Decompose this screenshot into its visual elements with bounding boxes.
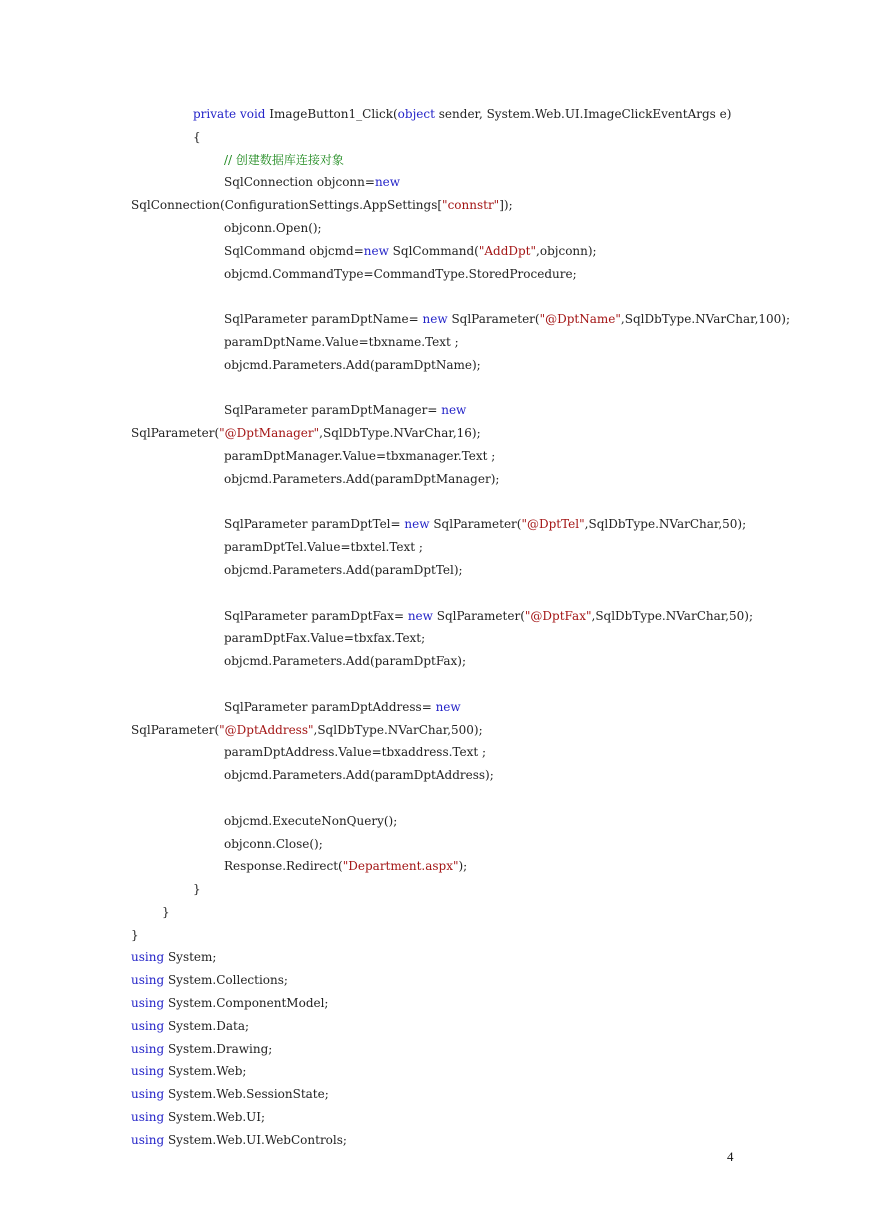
- keyword-token: using: [131, 973, 165, 988]
- code-token: objcmd.Parameters.Add(paramDptName);: [224, 357, 481, 372]
- code-line: [0, 468, 869, 491]
- code-token: objcmd.CommandType=CommandType.StoredProcedure;: [224, 266, 577, 281]
- code-token: ,SqlDbType.NVarChar,500);: [313, 722, 483, 737]
- keyword-token: using: [131, 1041, 165, 1056]
- code-token: ]);: [499, 198, 513, 213]
- code-line: [0, 240, 869, 263]
- code-token: SqlParameter paramDptName=: [224, 312, 423, 327]
- blank-line: [0, 377, 869, 400]
- keyword-token: private: [193, 107, 237, 121]
- code-line: [0, 1060, 869, 1083]
- code-token: SqlParameter paramDptTel=: [224, 517, 405, 532]
- keyword-token: new: [407, 608, 433, 623]
- code-line: [0, 422, 869, 445]
- code-line: [0, 924, 869, 947]
- keyword-token: using: [131, 1087, 165, 1102]
- code-token: System.Data;: [164, 1018, 250, 1033]
- code-line: [0, 1106, 869, 1129]
- blank-line: [0, 582, 869, 605]
- code-line: [0, 1038, 869, 1061]
- string-token: "@DptFax": [524, 608, 592, 623]
- code-token: SqlParameter paramDptFax=: [224, 608, 408, 623]
- code-token: Response.Redirect(: [224, 859, 343, 874]
- keyword-token: new: [422, 312, 448, 327]
- keyword-token: using: [131, 1064, 165, 1079]
- code-token: objcmd.Parameters.Add(paramDptTel);: [224, 562, 463, 577]
- code-token: objcmd.ExecuteNonQuery();: [224, 813, 398, 828]
- string-token: "@DptManager": [219, 426, 320, 441]
- code-token: ,objconn);: [536, 243, 597, 258]
- code-line: [0, 878, 869, 901]
- string-token: "@DptTel": [521, 517, 585, 532]
- blank-line: [0, 673, 869, 696]
- blank-line: [0, 285, 869, 308]
- keyword-token: using: [131, 1132, 165, 1147]
- string-token: "Department.aspx": [342, 859, 459, 874]
- code-line: [0, 194, 869, 217]
- code-token: }: [131, 927, 139, 942]
- string-token: "AddDpt": [478, 243, 537, 258]
- code-token: System.Web.UI.WebControls;: [164, 1132, 347, 1147]
- code-token: SqlParameter paramDptAddress=: [224, 699, 436, 714]
- code-token: System.Web.SessionState;: [164, 1087, 329, 1102]
- code-token: ImageButton1_Click(: [265, 107, 398, 121]
- code-token: ,SqlDbType.NVarChar,50);: [591, 608, 753, 623]
- code-line: [0, 627, 869, 650]
- keyword-token: using: [131, 996, 165, 1011]
- keyword-token: new: [404, 517, 430, 532]
- keyword-token: new: [374, 175, 401, 190]
- page-number: 4: [727, 1149, 734, 1164]
- code-line: [0, 901, 869, 924]
- code-line: [0, 217, 869, 240]
- code-token: ,SqlDbType.NVarChar,100);: [620, 312, 791, 327]
- code-token: SqlParameter(: [447, 312, 540, 327]
- keyword-token: using: [131, 1018, 165, 1033]
- code-token: paramDptAddress.Value=tbxaddress.Text ;: [224, 745, 487, 760]
- keyword-token: using: [131, 1110, 165, 1125]
- code-line: [0, 103, 869, 126]
- keyword-token: new: [435, 699, 461, 714]
- code-line: [0, 1083, 869, 1106]
- code-line: [0, 559, 869, 582]
- code-token: System.ComponentModel;: [164, 996, 329, 1011]
- code-line: [0, 445, 869, 468]
- code-line: [0, 354, 869, 377]
- keyword-token: using: [131, 950, 165, 965]
- code-line: [0, 331, 869, 354]
- code-token: System.Web;: [164, 1064, 247, 1079]
- code-token: SqlCommand objcmd=: [224, 243, 364, 258]
- code-token: objconn.Close();: [224, 836, 323, 851]
- code-token: SqlParameter paramDptManager=: [224, 403, 442, 418]
- code-token: ,SqlDbType.NVarChar,50);: [584, 517, 747, 532]
- string-token: "connstr": [442, 198, 500, 213]
- code-token: }: [193, 882, 201, 897]
- code-token: objconn.Open();: [224, 220, 322, 235]
- code-line: [0, 513, 869, 536]
- string-token: "@DptAddress": [219, 722, 314, 737]
- code-line: [0, 308, 869, 331]
- code-token: objcmd.Parameters.Add(paramDptAddress);: [224, 768, 494, 783]
- code-line: [0, 810, 869, 833]
- code-token: paramDptFax.Value=tbxfax.Text;: [224, 631, 426, 646]
- code-token: SqlConnection objconn=: [224, 175, 375, 190]
- code-line: [0, 605, 869, 628]
- code-token: }: [162, 904, 170, 919]
- keyword-token: new: [363, 243, 389, 258]
- code-line: [0, 126, 869, 149]
- blank-line: [0, 787, 869, 810]
- code-token: paramDptName.Value=tbxname.Text ;: [224, 334, 459, 349]
- code-line: [0, 719, 869, 742]
- code-token: SqlParameter(: [131, 722, 220, 737]
- code-line: [0, 650, 869, 673]
- keyword-token: new: [441, 403, 467, 418]
- blank-line: [0, 491, 869, 514]
- code-line: [0, 1015, 869, 1038]
- code-token: sender, System.Web.UI.ImageClickEventArgs e): [434, 107, 732, 121]
- code-line: [0, 263, 869, 286]
- comment-token: // 创建数据库连接对象: [224, 152, 344, 167]
- code-line: [0, 1129, 869, 1152]
- code-token: SqlParameter(: [432, 608, 525, 623]
- keyword-token: object: [397, 107, 435, 121]
- code-line: [0, 764, 869, 787]
- code-token: objcmd.Parameters.Add(paramDptFax);: [224, 654, 467, 669]
- code-token: paramDptManager.Value=tbxmanager.Text ;: [224, 448, 496, 463]
- code-token: );: [458, 859, 468, 874]
- code-line: [0, 696, 869, 719]
- code-token: SqlConnection(ConfigurationSettings.AppSettings[: [131, 198, 443, 213]
- code-line: [0, 741, 869, 764]
- code-token: SqlCommand(: [388, 243, 479, 258]
- code-line: [0, 833, 869, 856]
- code-line: [0, 855, 869, 878]
- code-token: System;: [164, 950, 217, 965]
- code-token: SqlParameter(: [131, 426, 220, 441]
- code-token: System.Collections;: [164, 973, 288, 988]
- code-line: [0, 969, 869, 992]
- code-token: System.Web.UI;: [164, 1110, 266, 1125]
- code-token: objcmd.Parameters.Add(paramDptManager);: [224, 471, 500, 486]
- code-listing: [0, 103, 869, 1152]
- code-token: ,SqlDbType.NVarChar,16);: [319, 426, 481, 441]
- code-line: [0, 149, 869, 172]
- code-token: {: [193, 129, 201, 144]
- keyword-token: void: [239, 107, 266, 121]
- code-token: System.Drawing;: [164, 1041, 273, 1056]
- code-token: paramDptTel.Value=tbxtel.Text ;: [224, 540, 423, 555]
- code-line: [0, 992, 869, 1015]
- code-line: [0, 171, 869, 194]
- code-line: [0, 536, 869, 559]
- string-token: "@DptName": [539, 312, 621, 327]
- code-line: [0, 399, 869, 422]
- code-token: SqlParameter(: [429, 517, 522, 532]
- code-line: [0, 946, 869, 969]
